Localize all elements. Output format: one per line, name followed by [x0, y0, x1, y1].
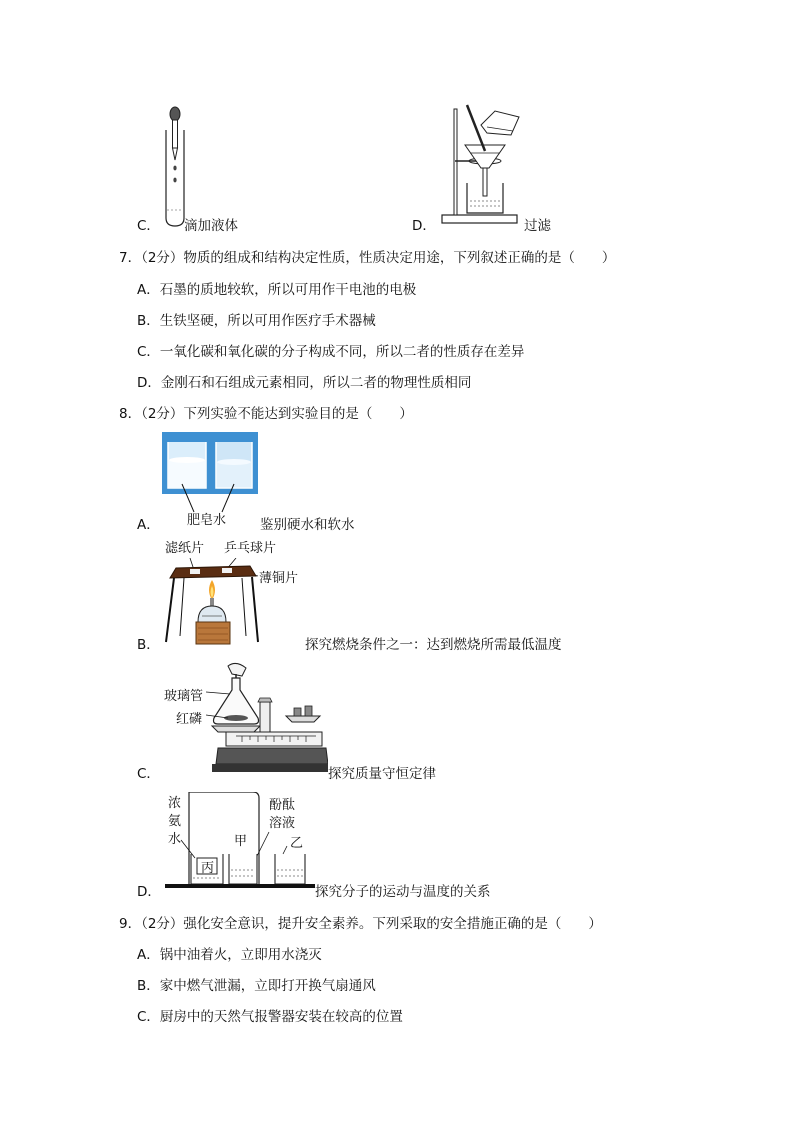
q7-option-d: D．金刚石和石组成元素相同，所以二者的物理性质相同	[137, 375, 472, 391]
beaker-bing-label: 丙	[201, 861, 215, 876]
filtration-figure	[437, 103, 527, 233]
q6-option-c-caption: 滴加液体	[184, 218, 238, 234]
soap-water-pointer-lines	[178, 480, 238, 516]
q8-option-b-caption: 探究燃烧条件之一：达到燃烧所需最低温度	[305, 637, 562, 653]
dropper-figure	[155, 100, 195, 230]
q7-option-a: A．石墨的质地较软，所以可用作干电池的电极	[137, 282, 417, 298]
ammonia-label-3: 水	[168, 832, 182, 847]
beaker-yi-label: 乙	[290, 836, 304, 851]
q9-option-b: B．家中燃气泄漏，立即打开换气扇通风	[137, 978, 376, 994]
q8-stem: 8．（2分）下列实验不能达到实验目的是（ ）	[119, 406, 413, 422]
phenolphthalein-label-1: 酚酞	[269, 798, 296, 813]
q6-option-d-caption: 过滤	[524, 218, 551, 234]
ammonia-label-2: 氨	[168, 814, 182, 829]
pingpong-label: 乒乓球片	[224, 541, 277, 556]
molecular-motion-figure	[165, 792, 315, 892]
q7-option-b: B．生铁坚硬，所以可用作医疗手术器械	[137, 313, 376, 329]
mass-conservation-balance-figure	[206, 660, 328, 776]
q9-stem: 9．（2分）强化安全意识，提升安全素养。下列采取的安全措施正确的是（ ）	[119, 916, 602, 932]
q8-option-a-caption: 鉴别硬水和软水	[260, 517, 355, 533]
filter-paper-label: 滤纸片	[165, 541, 205, 556]
q8-option-c-caption: 探究质量守恒定律	[328, 766, 436, 782]
copper-plate-label: 薄铜片	[259, 571, 299, 586]
beaker-jia-label: 甲	[234, 834, 248, 849]
red-phosphorus-label: 红磷	[176, 712, 203, 727]
combustion-tripod-figure	[160, 558, 260, 650]
q8-option-a-letter: A．	[137, 517, 160, 533]
q8-option-b-letter: B．	[137, 637, 160, 653]
q7-stem: 7．（2分）物质的组成和结构决定性质，性质决定用途，下列叙述正确的是（ ）	[119, 250, 616, 266]
q8-option-d-caption: 探究分子的运动与温度的关系	[315, 884, 491, 900]
ammonia-label-1: 浓	[168, 796, 182, 811]
phenolphthalein-label-2: 溶液	[269, 816, 296, 831]
q8-option-d-letter: D．	[137, 884, 161, 900]
q6-option-d-letter: D．	[412, 218, 436, 234]
q7-option-c: C．一氧化碳和氧化碳的分子构成不同，所以二者的性质存在差异	[137, 344, 525, 360]
soap-water-label: 肥皂水	[187, 513, 227, 528]
q9-option-a: A．锅中油着火，立即用水浇灭	[137, 947, 322, 963]
glass-tube-label: 玻璃管	[164, 689, 204, 704]
q8-option-c-letter: C．	[137, 766, 160, 782]
q6-option-c-letter: C．	[137, 218, 160, 234]
q9-option-c: C．厨房中的天然气报警器安装在较高的位置	[137, 1009, 403, 1025]
